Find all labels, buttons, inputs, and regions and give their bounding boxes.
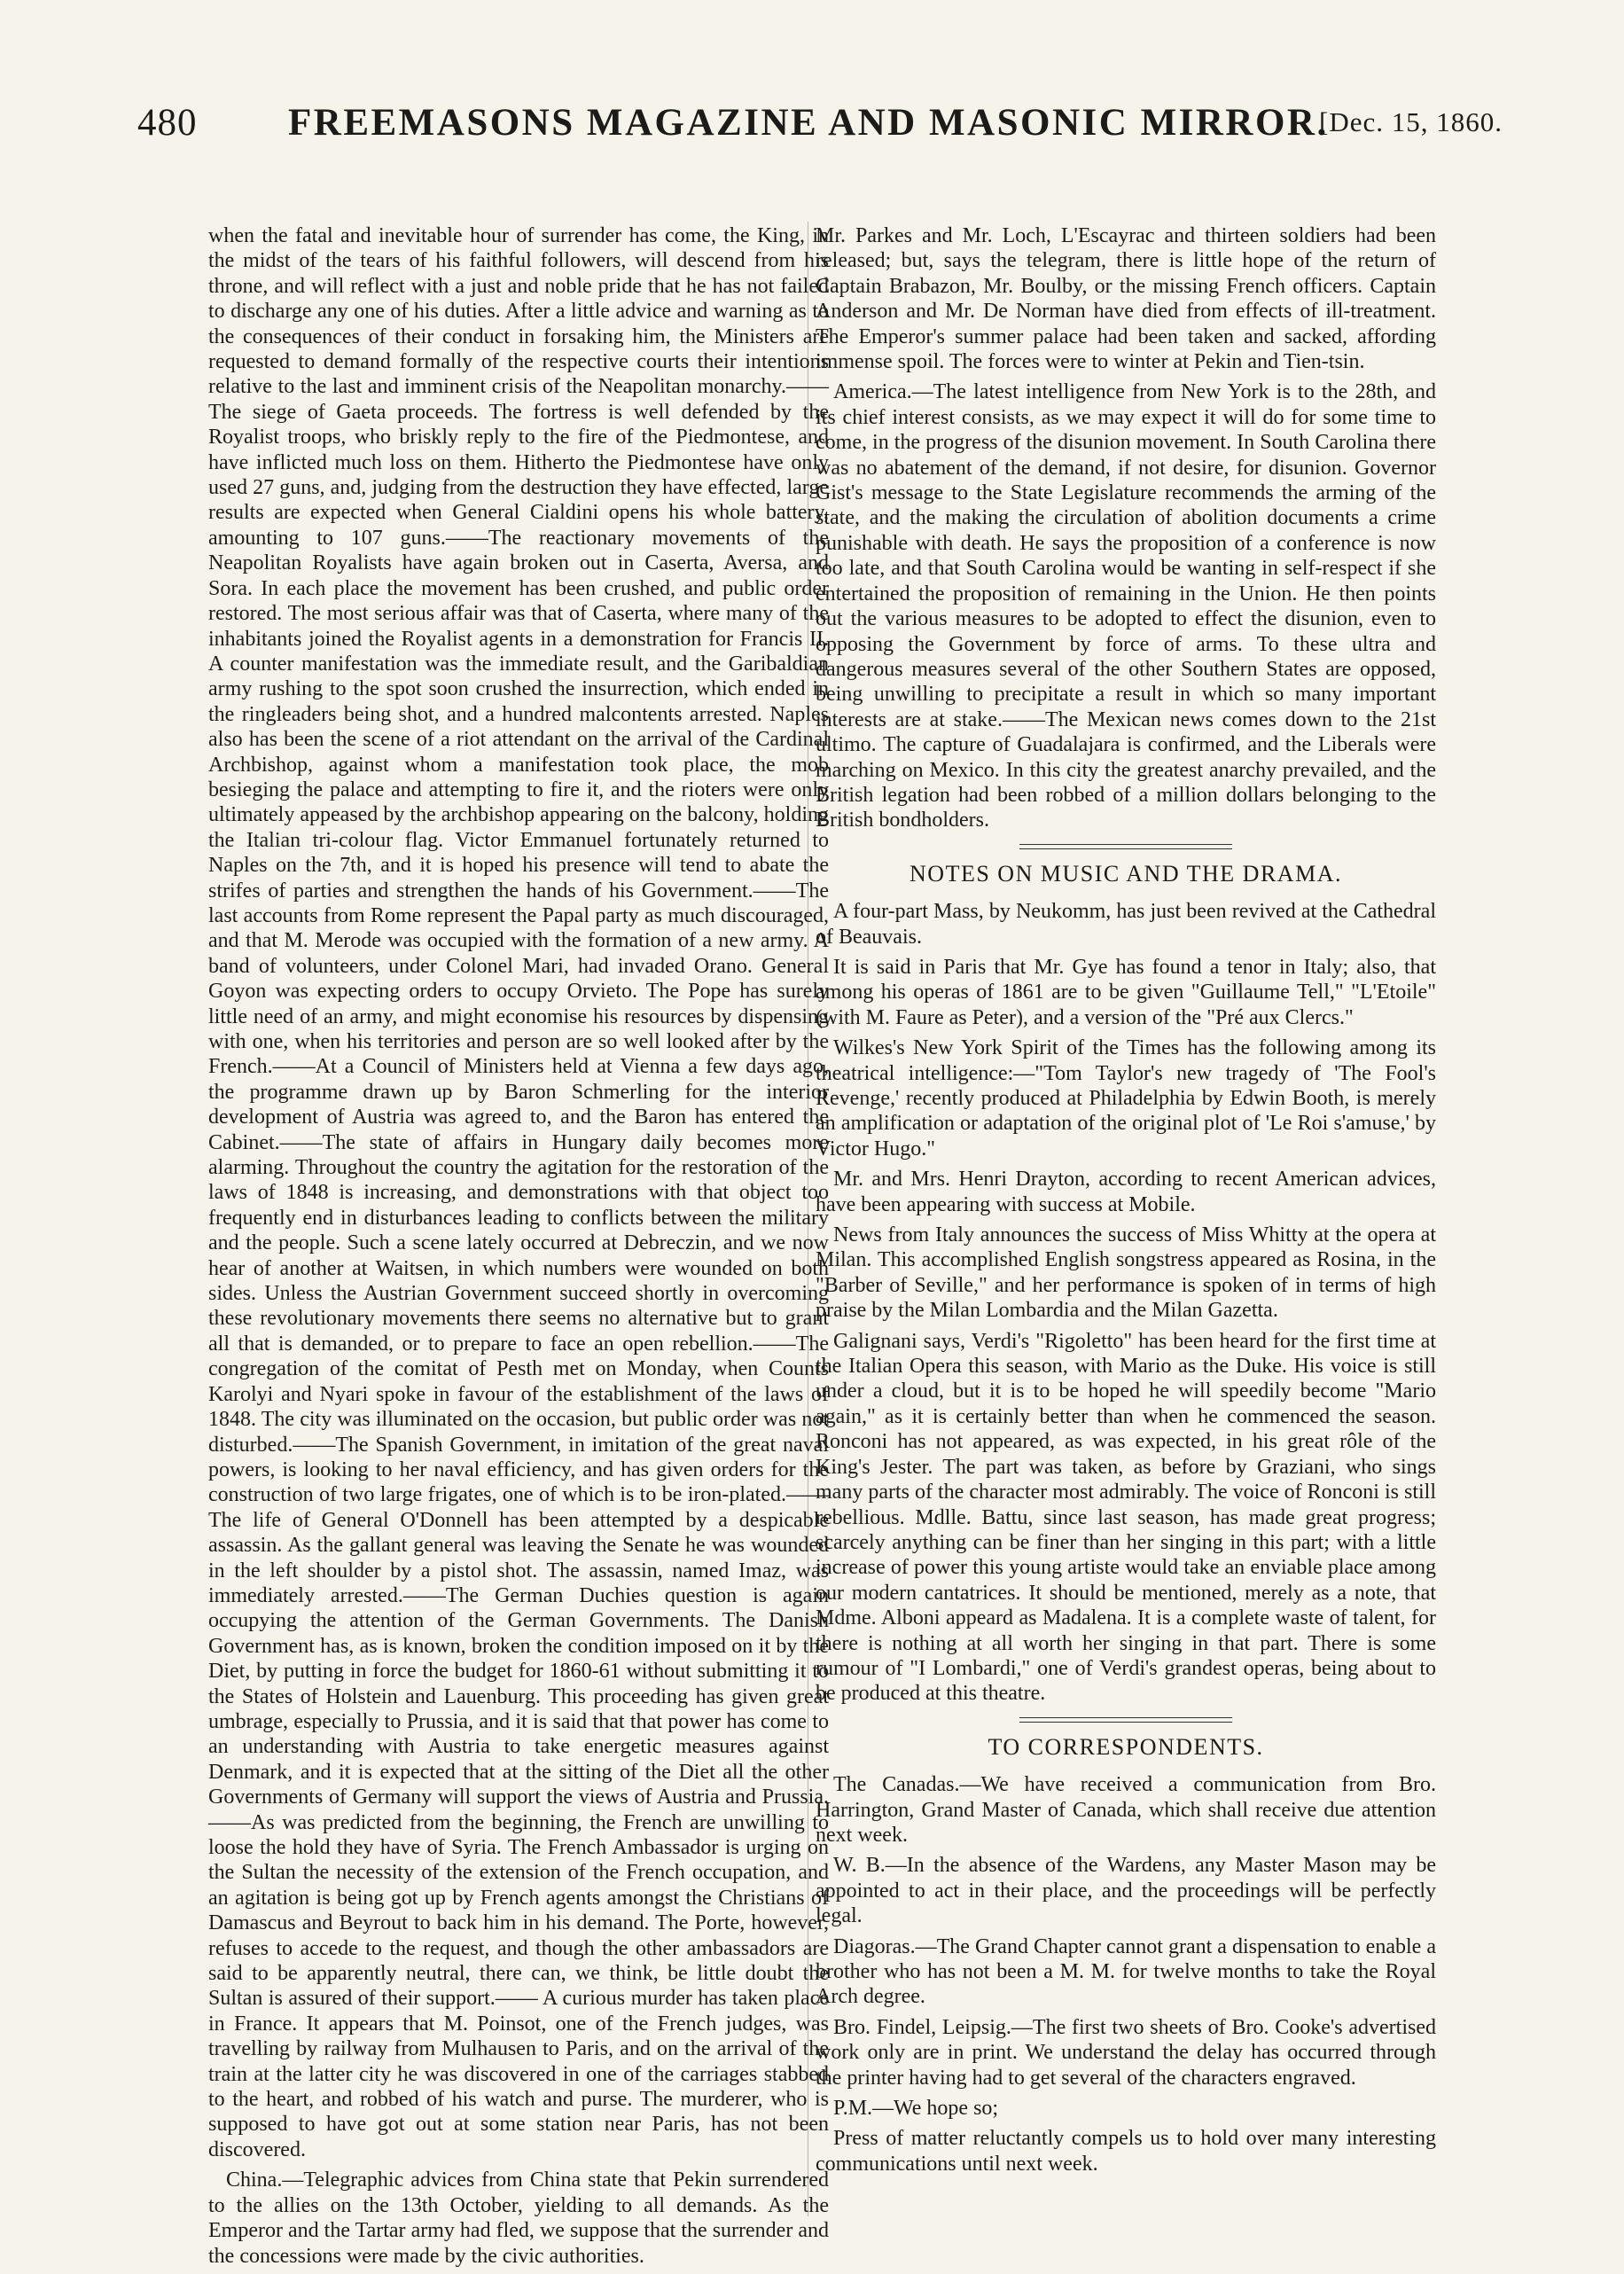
- correspondent-note: P.M.—We hope so;: [833, 2097, 999, 2121]
- music-paragraph: Wilkes's New York Spirit of the Times has the following among its theatrical intelligence:—"Tom Taylor's new tragedy of 'The Fool's Revenge,' recently produced at Philadelphia by Edwin Booth, is merely an amplification or adaptation of the original plot of 'Le Roi s'amuse,' by Victor Hugo.": [816, 1036, 1436, 1160]
- page-header: [137, 101, 1511, 154]
- right-column: [816, 223, 1436, 2182]
- section-rule: [1019, 1717, 1232, 1723]
- music-paragraph: Galignani says, Verdi's "Rigoletto" has been heard for the first time at the Italian Opera this season, with Mario as the Duke. His voice is still under a cloud, but it is to be hoped he will speedily become "Mario again," as it is certainly better than when he commenced the season. Ronconi has not appeared, as was expected, in his great rôle of the King's Jester. The part was taken, as before by Graziani, who sings many parts of the character most admirably. The voice of Ronconi is still rebellious. Mdlle. Battu, since last season, has made great progress; scarcely anything can be finer than her singing in this part; with a little increase of power this young artiste would take an enviable place among our modern cantatrices. It should be mentioned, merely as a note, that Mdme. Alboni appeard as Madalena. It is a complete waste of talent, for there is nothing at all worth her singing in that part. There is some rumour of "I Lombardi," one of Verdi's grandest operas, being about to be produced at this theatre.: [816, 1329, 1436, 1706]
- page-number: 480: [137, 102, 198, 144]
- music-paragraph: A four-part Mass, by Neukomm, has just been revived at the Cathedral of Beauvais.: [816, 900, 1436, 949]
- left-column: [208, 223, 829, 2274]
- issue-date: [Dec. 15, 1860.: [1319, 106, 1503, 137]
- article-paragraph: when the fatal and inevitable hour of surrender has come, the King, in the midst of the tears of his faithful followers, will descend from his throne, and will reflect with a just and noble pride that he has not failed to discharge any one of his duties. After a little advice and warning as to the consequences of their conduct in forsaking him, the Ministers are requested to demand formally of the respective courts their intentions relative to the last and imminent crisis of the Neapolitan monarchy.——The siege of Gaeta proceeds. The fortress is well defended by the Royalist troops, who briskly reply to the fire of the Piedmontese, and have inflicted much loss on them. Hitherto the Piedmontese have only used 27 guns, and, judging from the destruction they have effected, large results are expected when General Cialdini opens his whole battery, amounting to 107 guns.——The reactionary movements of the Neapolitan Royalists have again broken out in Caserta, Aversa, and Sora. In each place the movement has been crushed, and public order restored. The most serious affair was that of Caserta, where many of the inhabitants joined the Royalist agents in a demonstration for Francis II. A counter manifestation was the immediate result, and the Garibaldian army rushing to the spot soon crushed the insurrection, which ended in the ringleaders being shot, and a hundred malcontents arrested. Naples also has been the scene of a riot attendant on the arrival of the Cardinal Archbishop, against whom a manifestation took place, the mob besieging the palace and attempting to fire it, and the rioters were only ultimately appeased by the archbishop appearing on the balcony, holding the Italian tri-colour flag. Victor Emmanuel fortunately returned to Naples on the 7th, and it is hoped his presence will tend to abate the strifes of parties and strengthen the hands of his Government.——The last accounts from Rome represent the Papal party as much discouraged, and that M. Merode was occupied with the formation of a new army. A band of volunteers, under Colonel Mari, had invaded Orano. General Goyon was expecting orders to occupy Orvieto. The Pope has surely little need of an army, and might economise his resources by dispensing with one, when his territories and person are so well looked after by the French.——At a Council of Ministers held at Vienna a few days ago, the programme drawn up by Baron Schmerling for the interior development of Austria was agreed to, and the Baron has entered the Cabinet.——The state of affairs in Hungary daily becomes more alarming. Throughout the country the agitation for the restoration of the laws of 1848 is increasing, and demonstrations with that object too frequently end in disturbances leading to conflicts between the military and the people. Such a scene lately occurred at Debreczin, and we now hear of another at Waitsen, in which numbers were wounded on both sides. Unless the Austrian Government succeed shortly in overcoming these revolutionary movements there seems no alternative but to grant all that is demanded, or to prepare to face an open rebellion.——The congregation of the comitat of Pesth met on Monday, when Counts Karolyi and Nyari spoke in favour of the establishment of the laws of 1848. The city was illuminated on the occasion, but public order was not disturbed.——The Spanish Government, in imitation of the great naval powers, is looking to her naval efficiency, and has given orders for the construction of two large frigates, one of which is to be iron-plated.——The life of General O'Donnell has been attempted by a despicable assassin. As the gallant general was leaving the Senate he was wounded in the left shoulder by a pistol shot. The assassin, named Imaz, was immediately arrested.——The German Duchies question is again occupying the attention of the German Governments. The Danish Government has, as is known, broken the condition imposed on it by the Diet, by putting in force the budget for 1860-61 without submitting it to the States of Holstein and Lauenburg. This proceeding has given great umbrage, especially to Prussia, and it is said that that power has come to an understanding with Austria to take energetic measures against Denmark, and it is expected that at the sitting of the Diet all the other Governments of Germany will support the views of Austria and Prussia.——As was predicted from the beginning, the French are unwilling to loose the hold they have of Syria. The French Ambassador is urging on the Sultan the necessity of the extension of the French occupation, and an agitation is being got up by French agents amongst the Christians of Damascus and Beyrout to back him in his demand. The Porte, however, refuses to accede to the request, and though the other ambassadors are said to be apparently neutral, there can, we think, be little doubt the Sultan is assured of their support.—— A curious murder has taken place in France. It appears that M. Poinsot, one of the French judges, was travelling by railway from Mulhausen to Paris, and on the arrival of the train at the latter city he was discovered in one of the carriages stabbed to the heart, and robbed of his watch and purse. The murderer, who is supposed to have got out at some station near Paris, has not been discovered.: [208, 224, 829, 2161]
- magazine-title: FREEMASONS MAGAZINE AND MASONIC MIRROR.: [288, 102, 1329, 144]
- article-paragraph: China.—Telegraphic advices from China state that Pekin surrendered to the allies on the 13th October, yielding to all demands. As the Emperor and the Tartar army had fled, we suppose that the surrender and the concessions were made by the civic authorities.: [208, 2169, 829, 2268]
- music-section-heading: NOTES ON MUSIC AND THE DRAMA.: [910, 860, 1342, 887]
- section-rule: [1019, 844, 1232, 849]
- article-paragraph: Mr. Parkes and Mr. Loch, L'Escayrac and thirteen soldiers had been released; but, says the telegram, there is little hope of the return of Captain Brabazon, Mr. Boulby, or the missing French officers. Captain Anderson and Mr. De Norman have died from effects of ill-treatment. The Emperor's summer palace had been taken and sacked, affording immense spoil. The forces were to winter at Pekin and Tien-tsin.: [816, 224, 1436, 374]
- correspondent-note: Diagoras.—The Grand Chapter cannot grant a dispensation to enable a brother who has not been a M. M. for twelve months to take the Royal Arch degree.: [816, 1934, 1436, 2009]
- correspondent-note: Press of matter reluctantly compels us to hold over many interesting communications until next week.: [816, 2127, 1436, 2176]
- music-paragraph: News from Italy announces the success of Miss Whitty at the opera at Milan. This accomplished English songstress appeared as Rosina, in the "Barber of Seville," and her performance is spoken of in terms of high praise by the Milan Lombardia and the Milan Gazetta.: [816, 1223, 1436, 1323]
- correspondent-note: The Canadas.—We have received a communication from Bro. Harrington, Grand Master of Canada, which shall receive due attention next week.: [816, 1773, 1436, 1847]
- correspondents-section-heading: TO CORRESPONDENTS.: [988, 1733, 1264, 1760]
- music-paragraph: Mr. and Mrs. Henri Drayton, according to recent American advices, have been appearing with success at Mobile.: [816, 1168, 1436, 1216]
- music-paragraph: It is said in Paris that Mr. Gye has found a tenor in Italy; also, that among his operas of 1861 are to be given "Guillaume Tell," "L'Etoile" (with M. Faure as Peter), and a version of the "Pré aux Clercs.": [816, 955, 1436, 1029]
- correspondent-note: W. B.—In the absence of the Wardens, any Master Mason may be appointed to act in their place, and the proceedings will be perfectly legal.: [816, 1854, 1436, 1928]
- correspondent-note: Bro. Findel, Leipsig.—The first two sheets of Bro. Cooke's advertised work only are in print. We understand the delay has occurred through the printer having had to get several of the characters engraved.: [816, 2015, 1436, 2090]
- article-paragraph: America.—The latest intelligence from New York is to the 28th, and its chief interest consists, as we may expect it will do for some time to come, in the progress of the disunion movement. In South Carolina there was no abatement of the demand, if not desire, for disunion. Governor Gist's message to the State Legislature recommends the arming of the state, and the making the circulation of abolition documents a crime punishable with death. He says the proposition of a conference is now too late, and that South Carolina would be wanting in self-respect if she entertained the proposition of remaining in the Union. He then points out the various measures to be adopted to effect the disunion, even to opposing the Government by force of arms. To these ultra and dangerous measures several of the other Southern States are opposed, being unwilling to precipitate a result in which so many important interests are at stake.——The Mexican news comes down to the 21st ultimo. The capture of Guadalajara is confirmed, and the Liberals were marching on Mexico. In this city the greatest anarchy prevailed, and the British legation had been robbed of a million dollars belonging to the British bondholders.: [816, 380, 1436, 832]
